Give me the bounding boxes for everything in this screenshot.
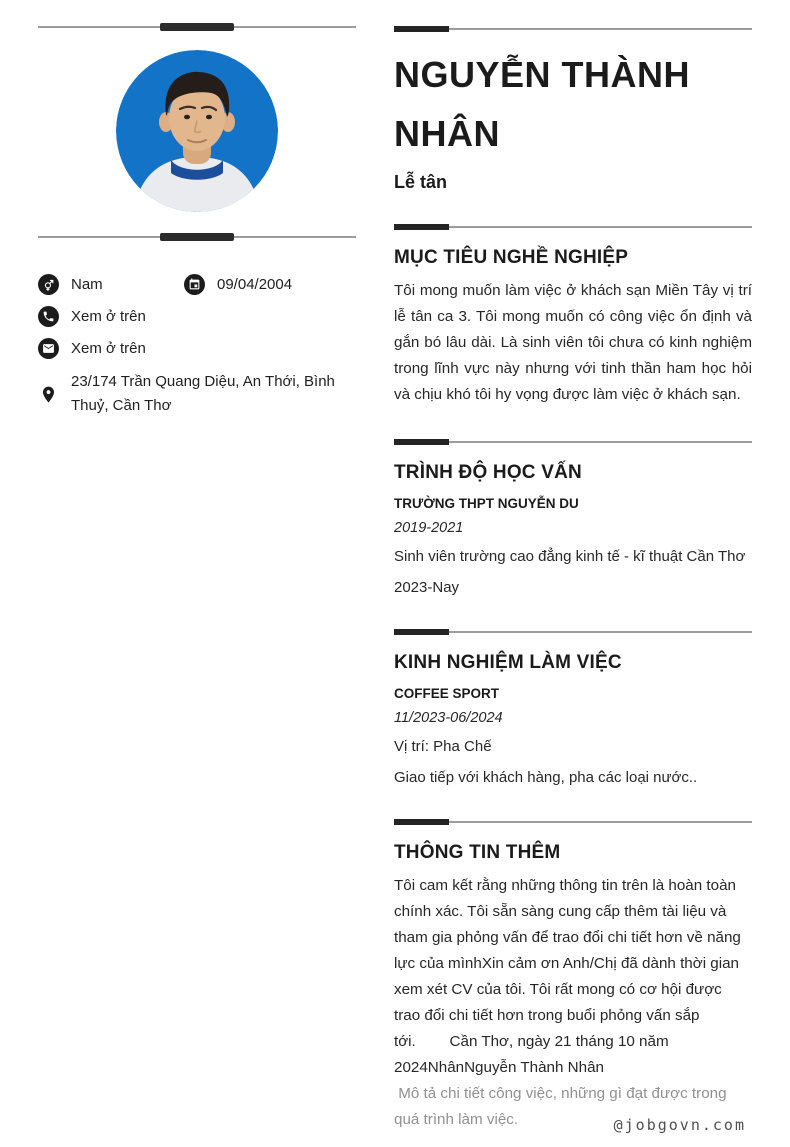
- profile-photo: [116, 50, 278, 212]
- phone-icon: [38, 306, 59, 327]
- divider-education: [394, 439, 752, 445]
- experience-period: 11/2023-06/2024: [394, 710, 503, 726]
- education-college-period: 2023-Nay: [394, 579, 460, 596]
- education-school-period: 2019-2021: [394, 520, 464, 536]
- personal-info-list: [38, 274, 356, 418]
- experience-company: COFFEE SPORT: [394, 686, 500, 701]
- education-college: Sinh viên trường cao đẳng kinh tế - kĩ thuật Cần Thơ: [394, 548, 746, 565]
- email-icon: [38, 338, 59, 359]
- divider-header: [394, 26, 752, 32]
- main-content: [394, 0, 752, 1133]
- calendar-icon: [184, 274, 205, 295]
- additional-body: Tôi cam kết rằng những thông tin trên là hoàn toàn chính xác. Tôi sẵn sàng cung cấp thêm tài liệu và tham gia phỏng vấn để trao đổi chi tiết hơn về năng lực của mìnhXin cảm ơn Anh/Chị đã dành thời gian xem xét CV của tôi. Tôi rất mong có cơ hội được trao đổi chi tiết hơn trong buổi phỏng vấn sắp tới. Cần Thơ, ngày 21 tháng 10 năm 2024NhânNguyễn Thành Nhân: [394, 877, 741, 1076]
- education-school: TRƯỜNG THPT NGUYỄN DU: [394, 496, 579, 511]
- address-value: 23/174 Trần Quang Diệu, An Thới, Bình Thuỷ, Cần Thơ: [71, 373, 335, 414]
- email-value: Xem ở trên: [71, 340, 146, 357]
- divider-experience: [394, 629, 752, 635]
- profile-photo-illustration: [116, 50, 278, 212]
- section-experience: [394, 629, 752, 788]
- info-row-phone: [38, 306, 356, 327]
- experience-position: Vị trí: Pha Chế: [394, 738, 492, 755]
- dob-value: 09/04/2004: [217, 276, 293, 293]
- additional-title: THÔNG TIN THÊM: [394, 842, 561, 863]
- dob-field: [184, 274, 292, 295]
- objective-title: MỤC TIÊU NGHỀ NGHIỆP: [394, 247, 629, 268]
- experience-title: KINH NGHIỆM LÀM VIỆC: [394, 652, 622, 673]
- objective-body: Tôi mong muốn làm việc ở khách sạn Miền Tây vị trí lễ tân ca 3. Tôi mong muốn có công việc ổn định và gắn bó lâu dài. Là sinh viên tôi chưa có kinh nghiệm trong lĩnh vực này nhưng với tinh thần ham học hỏi và chịu khó tôi hy vọng được làm việc ở khách sạn.: [394, 282, 752, 403]
- phone-value: Xem ở trên: [71, 308, 146, 325]
- sidebar: [38, 0, 356, 429]
- gender-icon: [38, 274, 59, 295]
- location-pin-icon: [38, 382, 59, 407]
- info-row-email: [38, 338, 356, 359]
- job-title: Lễ tân: [394, 172, 448, 192]
- divider-bottom-left: [38, 233, 356, 241]
- divider-objective: [394, 224, 752, 230]
- section-additional: [394, 819, 752, 1133]
- experience-description: Giao tiếp với khách hàng, pha các loại nước..: [394, 769, 698, 786]
- additional-note: Mô tả chi tiết công việc, những gì đạt được trong quá trình làm việc.: [394, 1085, 727, 1128]
- section-objective: [394, 224, 752, 408]
- info-row-gender-dob: [38, 274, 356, 295]
- divider-additional: [394, 819, 752, 825]
- section-education: [394, 439, 752, 598]
- gender-field: [38, 274, 184, 295]
- watermark: @jobgovn.com: [613, 1116, 746, 1134]
- info-row-address: [38, 370, 356, 418]
- education-title: TRÌNH ĐỘ HỌC VẤN: [394, 462, 582, 483]
- divider-top-left: [38, 23, 356, 31]
- candidate-name: NGUYỄN THÀNH NHÂN: [394, 54, 691, 154]
- gender-value: Nam: [71, 276, 103, 293]
